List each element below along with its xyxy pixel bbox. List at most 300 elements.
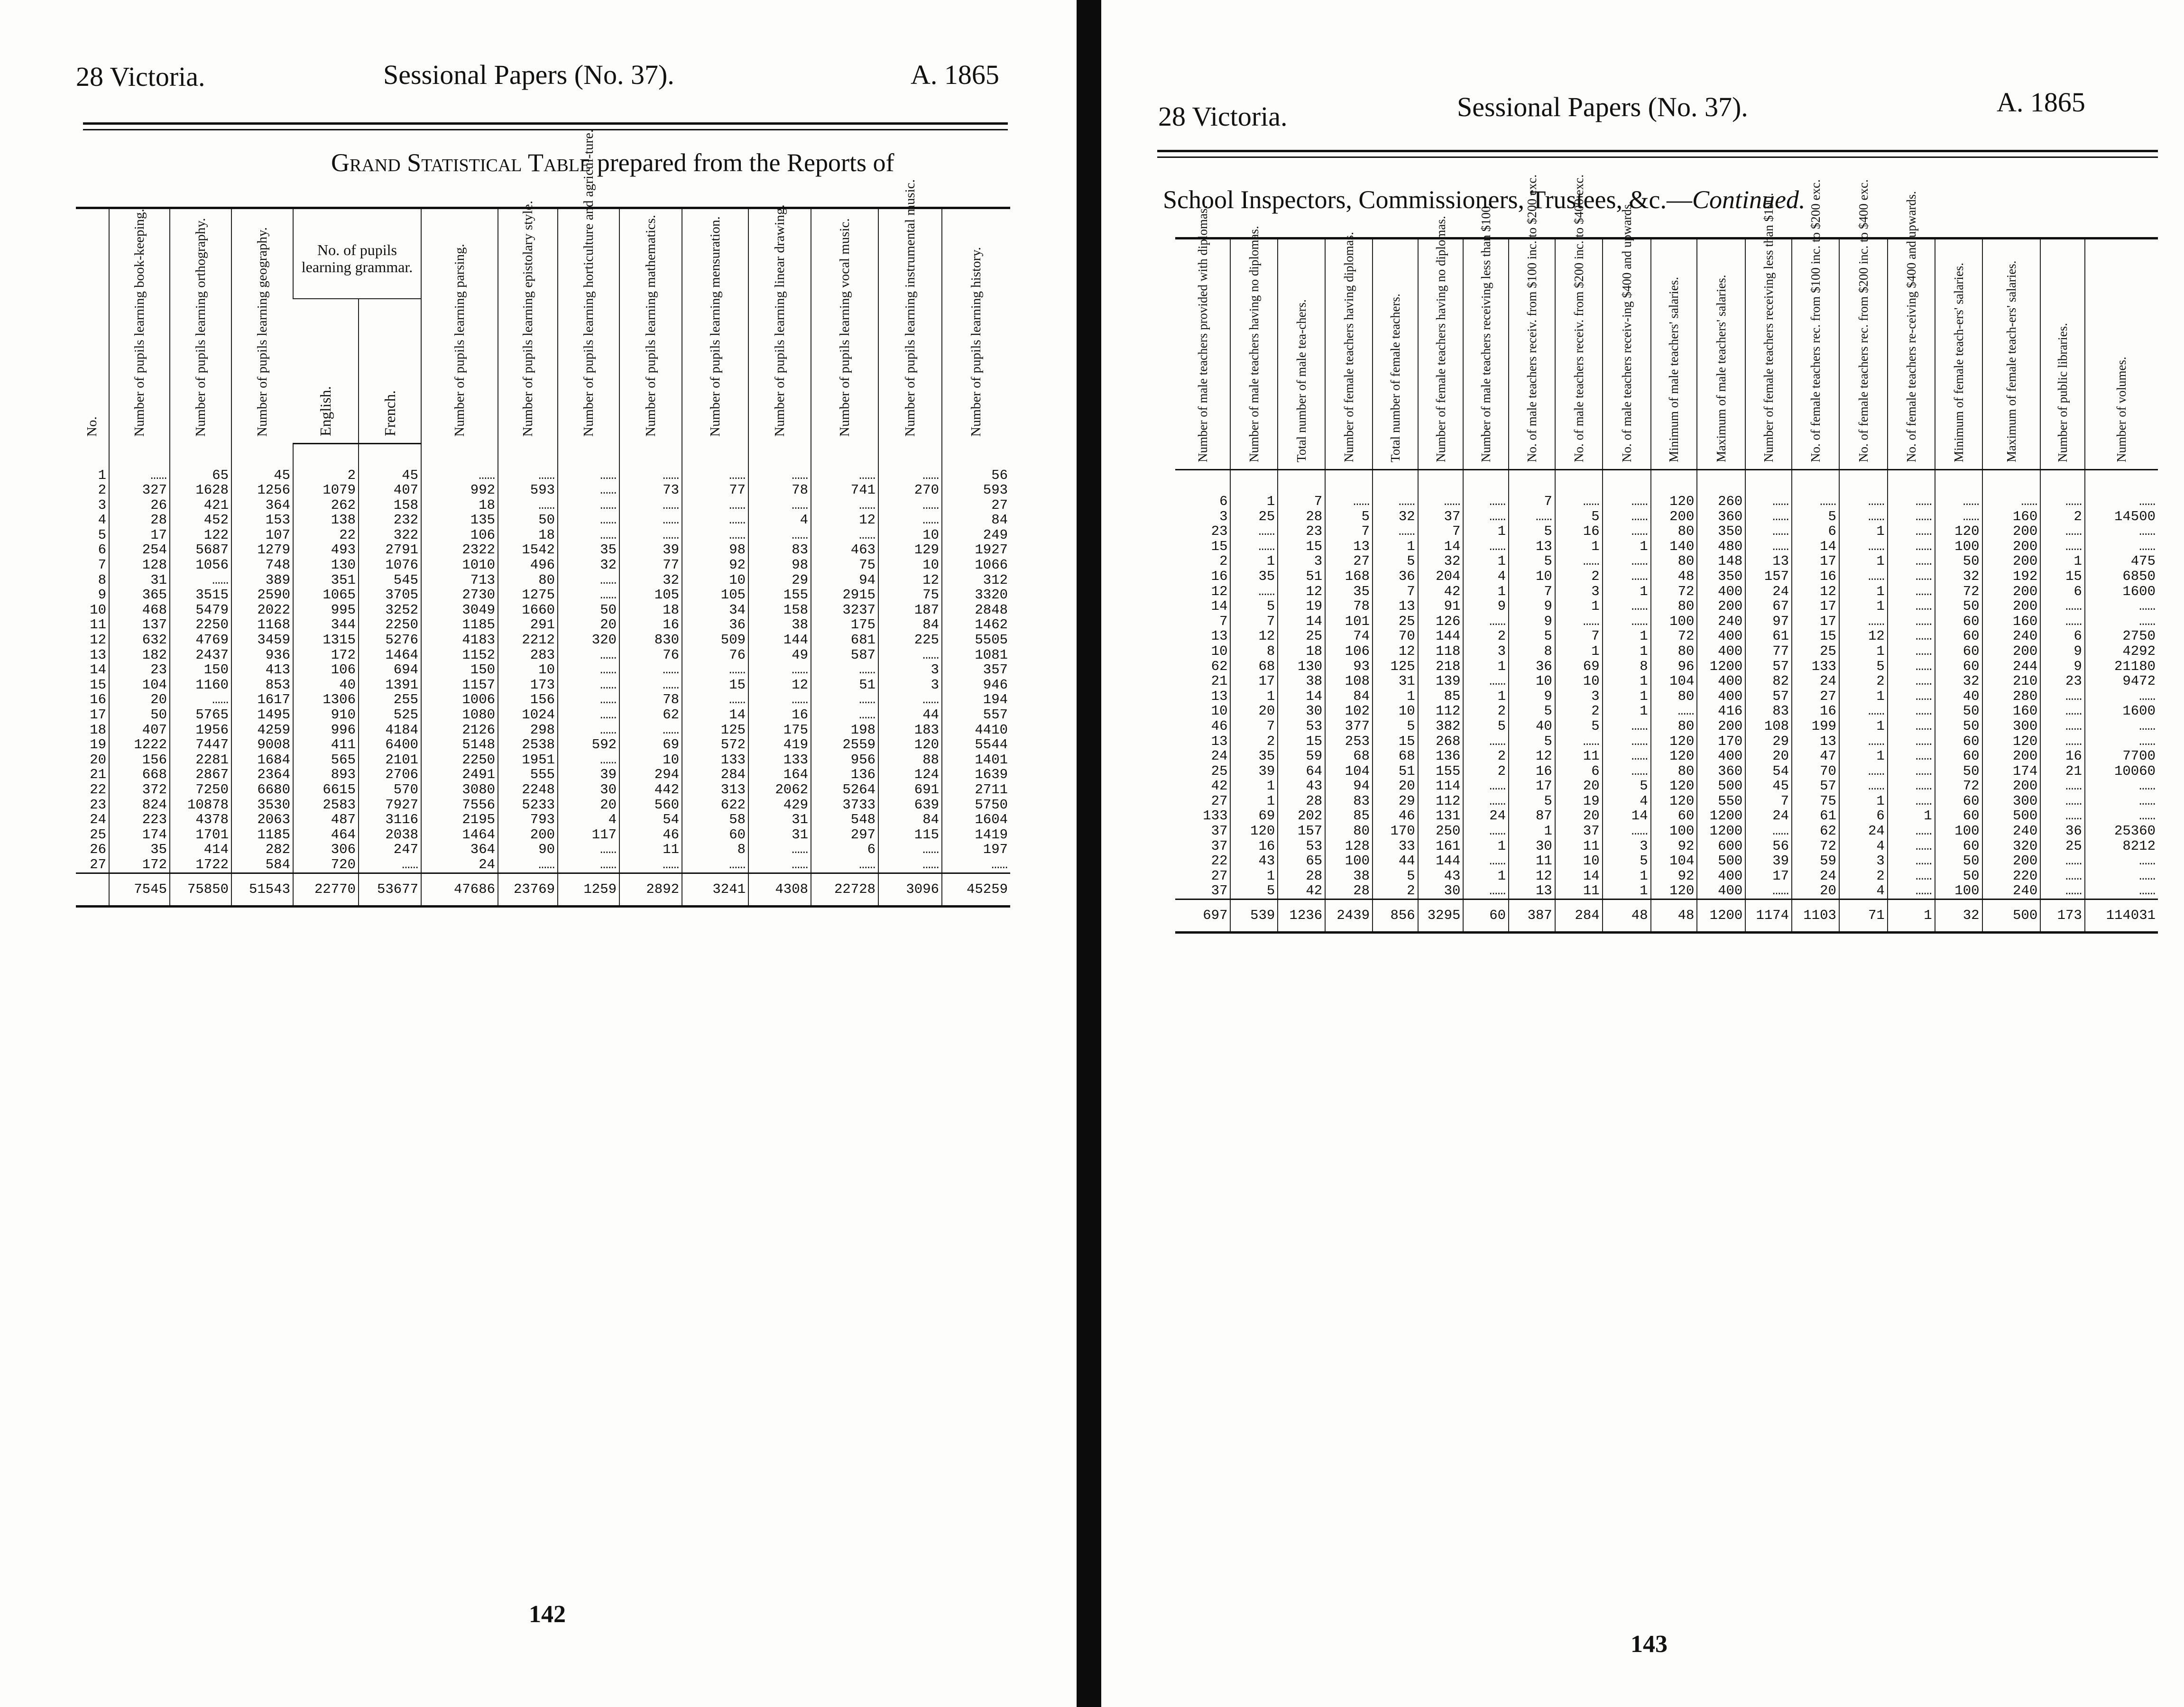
- table-cell: 2: [1463, 764, 1509, 779]
- total-cell: 48: [1603, 899, 1651, 933]
- table-cell: ……: [1463, 509, 1509, 524]
- table-cell: ……: [558, 678, 619, 693]
- table-cell: 5: [98, 527, 106, 543]
- table-cell: 61: [1792, 808, 1839, 824]
- table-cell: 1464: [359, 648, 421, 663]
- table-cell: 4: [1839, 883, 1888, 899]
- header-right-right-page: A. 1865: [1997, 87, 2085, 118]
- table-cell: 475: [2085, 554, 2158, 569]
- table-cell: 320: [558, 633, 619, 648]
- col-header-right-17: Minimum of female teach-ers' salaries.: [1935, 239, 1982, 470]
- table-cell: 570: [359, 782, 421, 798]
- table-cell: ……: [1982, 494, 2041, 509]
- table-cell: ……: [2040, 779, 2085, 794]
- table-cell: 291: [498, 617, 558, 633]
- table-cell: ……: [558, 498, 619, 513]
- table-cell: 7: [1555, 629, 1603, 644]
- total-cell: 22770: [293, 873, 359, 906]
- table-cell: 50: [1935, 599, 1982, 614]
- table-cell: 14: [1418, 539, 1464, 554]
- table-cell: ……: [558, 842, 619, 857]
- table-cell: 46: [1211, 718, 1228, 734]
- table-cell: 77: [682, 483, 748, 498]
- table-cell: 2: [1555, 569, 1603, 584]
- table-cell: 50: [1935, 854, 1982, 869]
- table-cell: 62: [1792, 824, 1839, 839]
- table-cell: 5: [1839, 659, 1888, 674]
- table-cell: 21: [2040, 764, 2085, 779]
- table-cell: 5479: [170, 603, 231, 618]
- table-cell: 28: [1278, 509, 1325, 524]
- total-cell: 114031: [2085, 899, 2158, 933]
- table-cell: 115: [878, 827, 942, 843]
- table-cell: ……: [878, 513, 942, 528]
- table-cell: 1: [1603, 674, 1651, 689]
- table-cell: 2212: [498, 633, 558, 648]
- col-header-right-7: Number of male teachers receiving less than $100.: [1463, 239, 1509, 470]
- table-cell: 344: [293, 617, 359, 633]
- total-cell: 856: [1373, 899, 1418, 933]
- table-cell: 1600: [2085, 584, 2158, 599]
- table-cell: 37: [1418, 509, 1464, 524]
- table-cell: 2038: [359, 827, 421, 843]
- table-cell: 4378: [170, 812, 231, 827]
- table-cell: ……: [2040, 614, 2085, 629]
- table-cell: 137: [109, 617, 170, 633]
- table-cell: 600: [1697, 839, 1745, 854]
- page-number-left: 142: [529, 1601, 566, 1628]
- table-cell: ……: [1603, 719, 1651, 734]
- table-cell: 1: [1463, 869, 1509, 884]
- table-cell: 40: [1509, 719, 1555, 734]
- table-cell: 16: [1792, 569, 1839, 584]
- table-cell: 37: [1555, 824, 1603, 839]
- table-cell: 13: [1211, 688, 1228, 704]
- header-left-right-page: 28 Victoria.: [1158, 101, 1288, 132]
- table-cell: 694: [359, 662, 421, 678]
- table-cell: ……: [1888, 779, 1935, 794]
- table-cell: 6680: [231, 782, 293, 798]
- table-cell: 27: [1211, 793, 1228, 809]
- table-cell: 1080: [421, 707, 498, 723]
- col-header-right-3: Total number of male tea-chers.: [1278, 239, 1325, 470]
- table-cell: 83: [1325, 794, 1373, 809]
- table-cell: ……: [1839, 569, 1888, 584]
- table-cell: 400: [1697, 584, 1745, 599]
- table-cell: 16: [1792, 704, 1839, 719]
- table-cell: 78: [619, 692, 682, 707]
- table-row: [76, 498, 1010, 513]
- table-cell: ……: [1888, 764, 1935, 779]
- table-cell: ……: [748, 692, 811, 707]
- table-cell: 164: [748, 767, 811, 782]
- table-cell: 10: [1555, 674, 1603, 689]
- table-cell: ……: [1373, 524, 1418, 539]
- table-cell: 199: [1792, 719, 1839, 734]
- table-cell: 15: [1211, 539, 1228, 554]
- table-body-right: [1175, 470, 2158, 933]
- table-cell: ……: [1888, 509, 1935, 524]
- table-cell: 50: [1935, 704, 1982, 719]
- table-cell: 24: [90, 812, 106, 827]
- table-cell: 2: [1463, 704, 1509, 719]
- table-cell: 31: [748, 827, 811, 843]
- table-cell: 25: [1278, 629, 1325, 644]
- table-cell: 10: [1373, 704, 1418, 719]
- table-cell: ……: [1888, 599, 1935, 614]
- table-cell: 129: [878, 542, 942, 558]
- table-cell: 174: [1982, 764, 2041, 779]
- table-cell: 45: [231, 468, 293, 483]
- table-cell: 5544: [942, 737, 1010, 753]
- total-cell: 3295: [1418, 899, 1464, 933]
- table-cell: 7700: [2085, 749, 2158, 764]
- table-cell: ……: [682, 513, 748, 528]
- table-cell: 493: [293, 542, 359, 558]
- table-cell: 3049: [421, 603, 498, 618]
- table-cell: 80: [1651, 689, 1697, 704]
- table-cell: ……: [558, 468, 619, 483]
- table-cell: ……: [2040, 883, 2085, 899]
- total-cell: 60: [1463, 899, 1509, 933]
- table-cell: ……: [558, 707, 619, 723]
- table-cell: 400: [1697, 689, 1745, 704]
- table-cell: 12: [811, 513, 878, 528]
- col-header-right-2: Number of male teachers having no diplomas.: [1230, 239, 1278, 470]
- table-cell: 23: [1211, 524, 1228, 539]
- table-cell: 3080: [421, 782, 498, 798]
- table-cell: 10: [878, 558, 942, 573]
- total-cell: 75850: [170, 873, 231, 906]
- table-cell: 4769: [170, 633, 231, 648]
- table-cell: 2248: [498, 782, 558, 798]
- table-cell: 31: [748, 812, 811, 827]
- col-header-mensuration: Number of pupils learning mensuration.: [682, 208, 748, 444]
- table-cell: 34: [682, 603, 748, 618]
- table-cell: 200: [1651, 509, 1697, 524]
- table-row: [1175, 584, 2158, 599]
- table-cell: 893: [293, 767, 359, 782]
- table-cell: 1: [1839, 794, 1888, 809]
- table-cell: 6: [2040, 629, 2085, 644]
- table-row: [76, 798, 1010, 813]
- table-cell: 106: [293, 662, 359, 678]
- table-cell: ……: [1463, 674, 1509, 689]
- col-header-french: French.: [359, 299, 421, 443]
- table-cell: 1401: [942, 753, 1010, 768]
- table-cell: 56: [942, 468, 1010, 483]
- table-cell: 240: [1982, 824, 2041, 839]
- table-cell: ……: [1509, 509, 1555, 524]
- table-cell: 2750: [2085, 629, 2158, 644]
- table-cell: 1: [1839, 749, 1888, 764]
- table-cell: 5148: [421, 737, 498, 753]
- table-cell: 170: [1373, 824, 1418, 839]
- table-cell: 24: [421, 857, 498, 873]
- table-cell: 77: [619, 558, 682, 573]
- table-cell: 284: [682, 767, 748, 782]
- table-cell: 5: [1603, 779, 1651, 794]
- table-cell: 17: [1792, 599, 1839, 614]
- table-row: [76, 648, 1010, 663]
- table-cell: 1: [1463, 689, 1509, 704]
- total-cell: 53677: [359, 873, 421, 906]
- table-cell: 9008: [231, 737, 293, 753]
- table-cell: 2706: [359, 767, 421, 782]
- table-cell: 11: [1509, 854, 1555, 869]
- table-cell: ……: [1888, 794, 1935, 809]
- table-cell: 21: [1211, 674, 1228, 689]
- table-cell: 21: [90, 767, 106, 782]
- total-cell: 1174: [1745, 899, 1792, 933]
- table-cell: 83: [1745, 704, 1792, 719]
- table-cell: 28: [1278, 869, 1325, 884]
- table-cell: 192: [1982, 569, 2041, 584]
- table-cell: ……: [558, 857, 619, 873]
- table-cell: 6: [1555, 764, 1603, 779]
- table-row: [76, 573, 1010, 588]
- table-cell: 10: [1509, 674, 1555, 689]
- table-cell: 1701: [170, 827, 231, 843]
- table-cell: ……: [1839, 509, 1888, 524]
- table-cell: ……: [1603, 569, 1651, 584]
- table-cell: 200: [1982, 599, 2041, 614]
- table-cell: 68: [1230, 659, 1278, 674]
- table-cell: 122: [170, 528, 231, 543]
- table-row: [76, 753, 1010, 768]
- table-cell: 11: [1555, 839, 1603, 854]
- table-cell: 133: [1203, 808, 1228, 824]
- table-cell: 5264: [811, 782, 878, 798]
- table-cell: ……: [619, 857, 682, 873]
- table-cell: 350: [1697, 569, 1745, 584]
- table-cell: 42: [1418, 584, 1464, 599]
- table-cell: 32: [558, 558, 619, 573]
- table-cell: ……: [1651, 704, 1697, 719]
- table-cell: 1315: [293, 633, 359, 648]
- table-cell: 59: [1792, 854, 1839, 869]
- table-cell: 158: [359, 498, 421, 513]
- table-cell: 156: [498, 692, 558, 707]
- table-cell: 1024: [498, 707, 558, 723]
- table-cell: 7: [1509, 584, 1555, 599]
- table-cell: ……: [748, 857, 811, 873]
- table-cell: 200: [498, 827, 558, 843]
- table-cell: 200: [1982, 524, 2041, 539]
- table-cell: 560: [619, 798, 682, 813]
- table-cell: 32: [1935, 674, 1982, 689]
- table-cell: ……: [682, 662, 748, 678]
- table-cell: 5: [1325, 509, 1373, 524]
- table-cell: 1604: [942, 812, 1010, 827]
- table-cell: 133: [1792, 659, 1839, 674]
- table-cell: 1: [1555, 599, 1603, 614]
- table-cell: 5: [1509, 524, 1555, 539]
- table-cell: ……: [1463, 883, 1509, 899]
- table-cell: ……: [2040, 599, 2085, 614]
- table-cell: 148: [1697, 554, 1745, 569]
- table-cell: 14: [682, 707, 748, 723]
- table-cell: 64: [1278, 764, 1325, 779]
- table-cell: 5: [1509, 794, 1555, 809]
- table-cell: 38: [1325, 869, 1373, 884]
- table-cell: 1: [1603, 869, 1651, 884]
- table-cell: 2: [1373, 883, 1418, 899]
- table-cell: ……: [421, 468, 498, 483]
- table-cell: 35: [1230, 569, 1278, 584]
- table-cell: ……: [558, 528, 619, 543]
- table-cell: ……: [1839, 734, 1888, 749]
- table-cell: 12: [1230, 629, 1278, 644]
- table-cell: 15: [1373, 734, 1418, 749]
- table-cell: 30: [1509, 839, 1555, 854]
- table-cell: 250: [1418, 824, 1464, 839]
- table-cell: 10: [90, 602, 106, 618]
- table-cell: 3459: [231, 633, 293, 648]
- table-cell: ……: [170, 573, 231, 588]
- table-cell: 327: [109, 483, 170, 498]
- table-cell: 83: [748, 542, 811, 558]
- table-cell: 50: [498, 513, 558, 528]
- table-cell: 72: [1651, 629, 1697, 644]
- table-cell: ……: [1555, 494, 1603, 509]
- table-cell: ……: [2085, 779, 2158, 794]
- table-cell: 1: [1230, 494, 1278, 509]
- table-cell: 1722: [170, 857, 231, 873]
- table-cell: ……: [878, 692, 942, 707]
- table-cell: 85: [1325, 808, 1373, 824]
- table-cell: 60: [1935, 734, 1982, 749]
- table-cell: 1419: [942, 827, 1010, 843]
- table-cell: 9: [2040, 659, 2085, 674]
- table-cell: ……: [2040, 794, 2085, 809]
- table-cell: 17: [90, 707, 106, 723]
- table-cell: 1: [2040, 554, 2085, 569]
- table-cell: 956: [811, 753, 878, 768]
- table-cell: 853: [231, 678, 293, 693]
- table-cell: 174: [109, 827, 170, 843]
- table-cell: 11: [1555, 883, 1603, 899]
- table-cell: 2101: [359, 753, 421, 768]
- table-cell: ……: [811, 468, 878, 483]
- table-cell: 120: [1651, 734, 1697, 749]
- table-cell: 4410: [942, 723, 1010, 738]
- total-cell: 71: [1839, 899, 1888, 933]
- table-cell: 5: [1509, 704, 1555, 719]
- table-cell: 16: [2040, 749, 2085, 764]
- table-cell: 48: [1651, 569, 1697, 584]
- table-cell: 2730: [421, 587, 498, 603]
- table-cell: 45: [1745, 779, 1792, 794]
- table-cell: ……: [558, 692, 619, 707]
- table-cell: 200: [1982, 584, 2041, 599]
- table-cell: ……: [2085, 869, 2158, 884]
- table-cell: ……: [2085, 808, 2158, 824]
- table-cell: ……: [2085, 614, 2158, 629]
- table-cell: ……: [2085, 524, 2158, 539]
- table-cell: 25: [1373, 614, 1418, 629]
- table-cell: 713: [421, 573, 498, 588]
- table-cell: 12: [1211, 584, 1228, 599]
- table-row: [1175, 599, 2158, 614]
- table-cell: 80: [498, 573, 558, 588]
- table-cell: 1200: [1697, 824, 1745, 839]
- total-cell: 1103: [1792, 899, 1839, 933]
- table-cell: 33: [1373, 839, 1418, 854]
- table-cell: 150: [421, 662, 498, 678]
- table-cell: 14: [90, 662, 106, 678]
- table-cell: ……: [1839, 539, 1888, 554]
- table-cell: 50: [1935, 869, 1982, 884]
- table-cell: 1600: [2085, 704, 2158, 719]
- table-cell: 104: [1651, 674, 1697, 689]
- table-cell: 463: [811, 542, 878, 558]
- table-cell: ……: [811, 528, 878, 543]
- table-cell: 360: [1697, 764, 1745, 779]
- table-cell: 43: [1418, 869, 1464, 884]
- table-cell: ……: [109, 468, 170, 483]
- table-cell: 1: [1839, 554, 1888, 569]
- table-cell: 639: [878, 798, 942, 813]
- table-cell: 19: [1278, 599, 1325, 614]
- table-cell: 372: [109, 782, 170, 798]
- table-title-continued: School Inspectors, Commissioners, Trustees, &c.—Continued.: [1163, 185, 1806, 214]
- table-cell: ……: [2085, 794, 2158, 809]
- table-cell: 7: [1418, 524, 1464, 539]
- table-row: [76, 587, 1010, 603]
- table-cell: 1: [1603, 704, 1651, 719]
- col-header-instrumental-music: Number of pupils learning instrumental music.: [878, 208, 942, 444]
- table-cell: 12: [1839, 629, 1888, 644]
- header-rule: [83, 122, 1008, 125]
- table-cell: ……: [1463, 854, 1509, 869]
- table-cell: 14500: [2085, 509, 2158, 524]
- table-cell: ……: [1888, 883, 1935, 899]
- table-row: [76, 767, 1010, 782]
- table-cell: 15: [90, 677, 106, 693]
- table-body-left: [76, 443, 1010, 906]
- table-cell: 23: [90, 797, 106, 813]
- table-cell: 11: [1555, 749, 1603, 764]
- table-cell: 8: [1230, 644, 1278, 659]
- table-cell: 2867: [170, 767, 231, 782]
- table-cell: 1: [1463, 659, 1509, 674]
- table-row: [76, 483, 1010, 498]
- table-cell: ……: [1463, 539, 1509, 554]
- table-cell: 60: [1935, 794, 1982, 809]
- table-cell: 1: [1603, 539, 1651, 554]
- table-cell: 6: [1839, 808, 1888, 824]
- header-rule-right: [1157, 150, 2158, 152]
- table-cell: 16: [748, 707, 811, 723]
- table-cell: ……: [498, 468, 558, 483]
- table-cell: ……: [1888, 539, 1935, 554]
- table-cell: 2437: [170, 648, 231, 663]
- table-cell: 42: [1211, 779, 1228, 794]
- table-cell: 29: [1373, 794, 1418, 809]
- table-cell: 5687: [170, 542, 231, 558]
- table-cell: 43: [1278, 779, 1325, 794]
- table-cell: 306: [293, 842, 359, 857]
- table-cell: 182: [109, 648, 170, 663]
- table-cell: 15: [682, 678, 748, 693]
- table-cell: 7: [1230, 719, 1278, 734]
- table-cell: 60: [1935, 808, 1982, 824]
- table-cell: 7: [1373, 584, 1418, 599]
- table-cell: 1391: [359, 678, 421, 693]
- table-cell: 1: [1373, 539, 1418, 554]
- table-cell: ……: [1230, 584, 1278, 599]
